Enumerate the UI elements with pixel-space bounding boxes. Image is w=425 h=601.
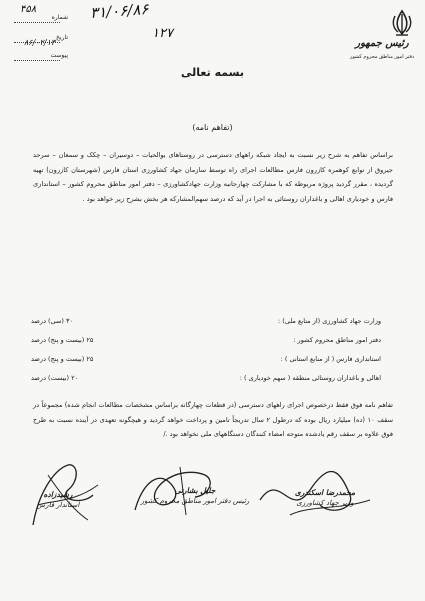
allocation-row (31, 355, 381, 368)
handwritten-date: ۸۶/۰۲/۱۳ (24, 38, 56, 47)
attachment-line (14, 60, 60, 61)
terms-paragraph: تفاهم نامه فوق فقط درخصوص اجرای راههای دسترسی (در قطعات چهارگانه براساس مشخصات مطالعات انجام شده) مجموعاً در سقف ۱۰ (ده) میلیارد ریال بوده که درطول ۲ سال تدریجاً تامین و پرداخت خواهد گردید و هیچگونه تعهدی در آینده نسبت به طرح فوق علاوه بر سقف رقم یادشده متوجه امضاء کنندگان دستگاههای ملی نخواهد بود ./ (33, 401, 393, 438)
signatory-title: وزیر جهاد کشاورزی (296, 499, 354, 507)
org-title: رئیس جمهور (355, 38, 409, 49)
signature-block-minister (265, 488, 385, 507)
number-line (14, 22, 60, 23)
signature-block-governor (8, 490, 108, 509)
allocation-row (31, 374, 381, 387)
allocation-value: ۲۰ (بیست) درصد (31, 374, 79, 382)
intro-paragraph: براساس تفاهم به شرح زیر نسبت به ایجاد شبکه راههای دسترسی در روستاهای بوالحیات – دوسیران – چکک و سمغان – سرحد جیروق از توابع کوهمره کازرون فارس مطالعات اجرای راه توسط سازمان جهاد کشاورزی استان فارس (شهرستان کازرون) تهیه گردیده ، مقرر گردید پروژه مربوطه که با مشارکت چهارجانبه وزارت جهادکشاورزی – دفتر امور مناطق محروم کشور – استانداری فارس و خودیاری اهالی و باغداران روستائی به اجرا در آید که درصد سهم‌المشارکه هر بخش بشرح زیر خواهد بود . (33, 151, 393, 203)
attachment-label: پیوست (50, 52, 68, 59)
iran-emblem-icon (387, 8, 417, 38)
number-label: شماره (51, 14, 68, 21)
allocation-label: وزارت جهاد کشاورزی (از منابع ملی) : (278, 317, 381, 325)
signatory-title: رئیس دفتر امور مناطق محروم کشور (140, 497, 250, 505)
handwritten-number: ۴۵۸ (20, 4, 37, 15)
handwritten-note: ۱۲۷ (152, 26, 173, 41)
signatory-title: استاندار فارس (36, 501, 80, 509)
signatory-name: رشیدزاده (43, 490, 73, 499)
allocation-label: دفتر امور مناطق محروم کشور : (293, 336, 381, 344)
document-title: (تفاهم نامه) (192, 123, 233, 132)
signature-block-deprived-areas (125, 486, 265, 505)
date-label: تاریخ (56, 34, 68, 41)
allocation-value: ۲۵ (بیست و پنج) درصد (31, 355, 94, 363)
signatory-name: محمدرضا اسکندری (294, 488, 356, 497)
allocation-label: استانداری فارس ( از منابع استانی ) : (280, 355, 381, 363)
bismillah: بسمه تعالی (181, 66, 244, 79)
org-subtitle: دفتر امور مناطق محروم کشور (349, 54, 415, 60)
handwritten-top-date: ۳۱/۰۶/۸۶ (89, 0, 150, 23)
allocation-label: اهالی و باغداران روستائی منطقه ( سهم خودیاری ) : (239, 374, 381, 382)
signatory-name: جلیل بشارتی (174, 486, 216, 495)
allocation-row (31, 317, 381, 330)
allocation-value: ۳۰ (سی) درصد (31, 317, 74, 325)
allocation-row (31, 336, 381, 349)
allocation-value: ۲۵ (بیست و پنج) درصد (31, 336, 94, 344)
